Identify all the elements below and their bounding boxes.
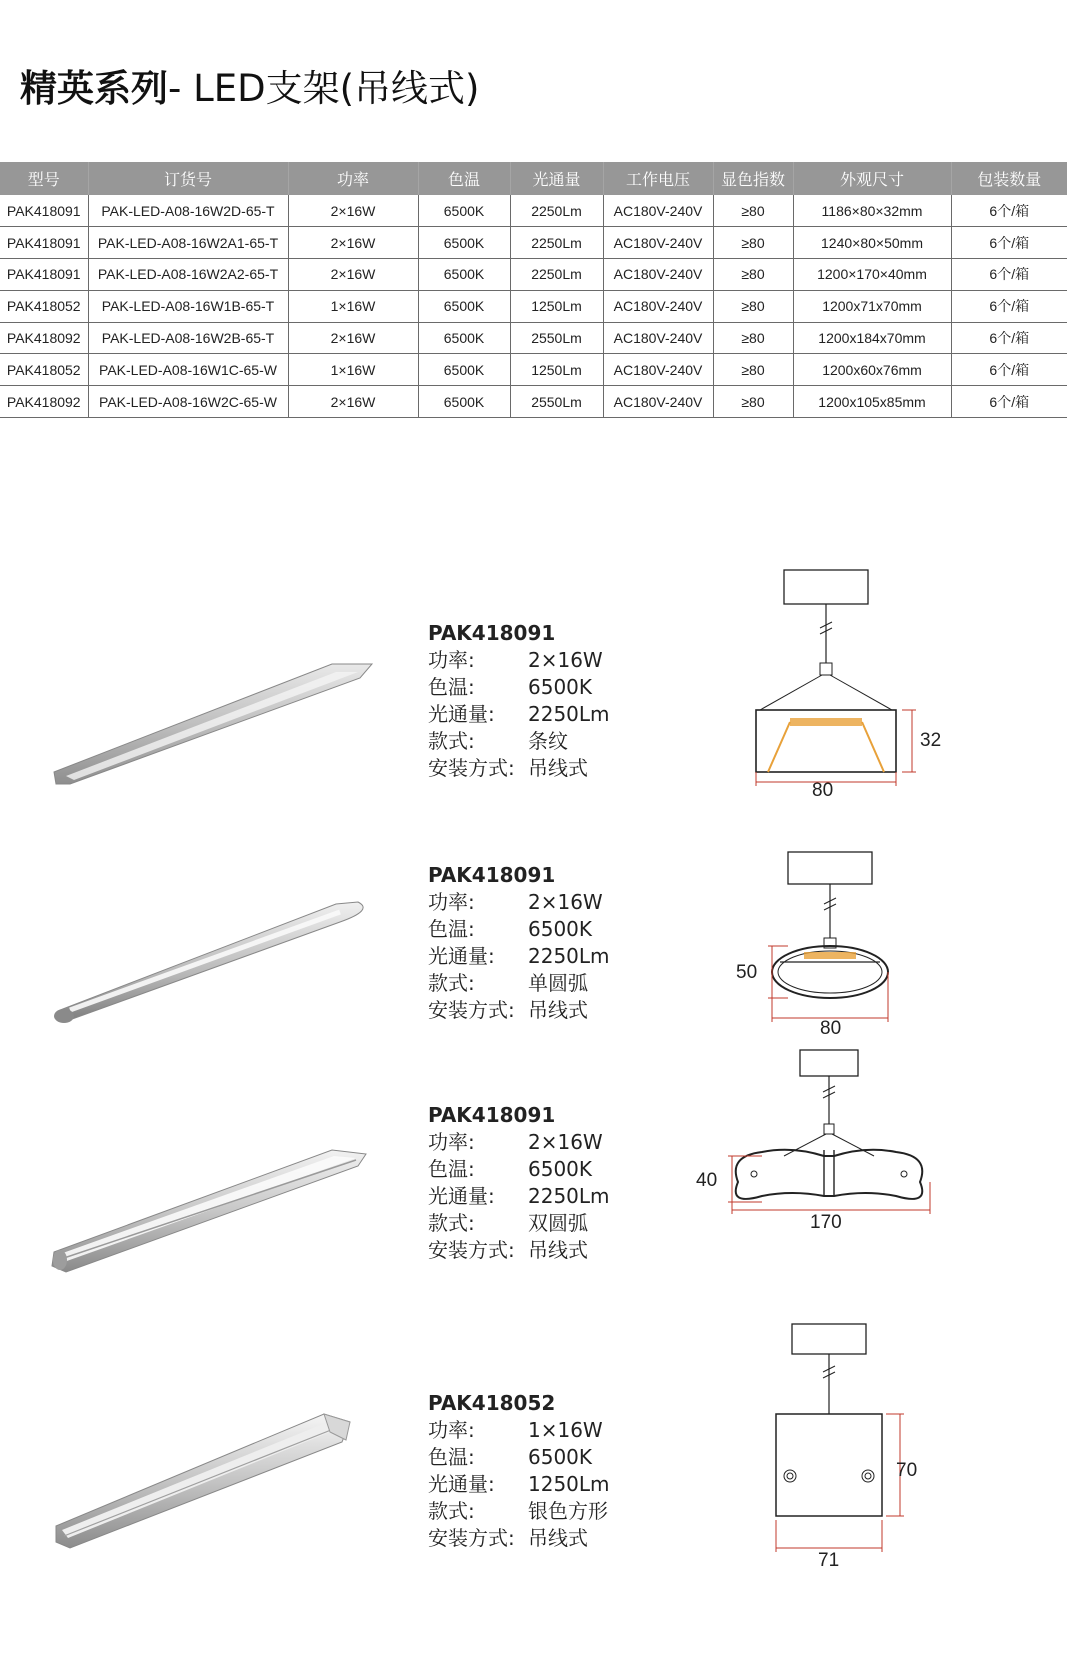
cell-package-qty: 6个/箱: [951, 354, 1067, 386]
cell-model: PAK418092: [0, 322, 88, 354]
cell-order-no: PAK-LED-A08-16W1C-65-W: [88, 354, 288, 386]
spec-value: 吊线式: [528, 998, 588, 1022]
col-header-dimensions: 外观尺寸: [793, 162, 951, 195]
spec-label: 安装方式:: [428, 1526, 515, 1550]
spec-color-temp: [428, 1156, 610, 1183]
cell-dimensions: 1200x184x70mm: [793, 322, 951, 354]
table-row: [0, 354, 1067, 386]
spec-installation: [428, 1525, 610, 1552]
cross-section-drawing: [740, 560, 950, 800]
dim-height: 32: [920, 730, 942, 751]
cell-model: PAK418092: [0, 386, 88, 418]
cell-order-no: PAK-LED-A08-16W2C-65-W: [88, 386, 288, 418]
col-header-model: 型号: [0, 162, 88, 195]
spec-value: 吊线式: [528, 756, 588, 780]
cell-voltage: AC180V-240V: [603, 227, 713, 259]
cell-luminous-flux: 2250Lm: [510, 259, 603, 291]
cell-order-no: PAK-LED-A08-16W1B-65-T: [88, 290, 288, 322]
spec-value: 吊线式: [528, 1238, 588, 1262]
spec-power: [428, 647, 610, 674]
cell-color-temp: 6500K: [418, 386, 510, 418]
dim-height: 50: [736, 962, 758, 983]
spec-label: 色温:: [428, 1157, 475, 1181]
col-header-luminous-flux: 光通量: [510, 162, 603, 195]
table-header-row: [0, 162, 1067, 195]
cell-voltage: AC180V-240V: [603, 322, 713, 354]
cell-cri: ≥80: [713, 195, 793, 227]
page-title-product: - LED支架(吊线式): [168, 67, 480, 110]
spec-label: 光通量:: [428, 1184, 495, 1208]
spec-value: 6500K: [528, 1445, 593, 1469]
spec-label: 款式:: [428, 971, 475, 995]
product-model: PAK418091: [428, 863, 556, 887]
spec-value: 2×16W: [528, 890, 603, 914]
cell-order-no: PAK-LED-A08-16W2A1-65-T: [88, 227, 288, 259]
table-row: [0, 290, 1067, 322]
spec-value: 1250Lm: [528, 1472, 610, 1496]
spec-color-temp: [428, 674, 610, 701]
cell-power: 2×16W: [288, 386, 418, 418]
product-model: PAK418091: [428, 1103, 556, 1127]
spec-style: [428, 728, 610, 755]
cell-power: 1×16W: [288, 354, 418, 386]
cell-dimensions: 1200x60x76mm: [793, 354, 951, 386]
cell-model: PAK418091: [0, 227, 88, 259]
spec-luminous-flux: [428, 1471, 610, 1498]
spec-table: [0, 162, 1067, 418]
spec-value: 2250Lm: [528, 702, 610, 726]
spec-power: [428, 1417, 610, 1444]
dim-width: 71: [818, 1550, 840, 1570]
cell-power: 2×16W: [288, 322, 418, 354]
cell-package-qty: 6个/箱: [951, 322, 1067, 354]
cell-model: PAK418091: [0, 195, 88, 227]
table-row: [0, 227, 1067, 259]
product-specs: [428, 620, 610, 782]
cell-package-qty: 6个/箱: [951, 290, 1067, 322]
spec-label: 款式:: [428, 1211, 475, 1235]
cell-luminous-flux: 2250Lm: [510, 195, 603, 227]
spec-value: 2×16W: [528, 648, 603, 672]
product-specs: [428, 1390, 610, 1552]
page-title: [20, 58, 479, 112]
cell-voltage: AC180V-240V: [603, 386, 713, 418]
spec-value: 银色方形: [528, 1499, 608, 1523]
spec-luminous-flux: [428, 701, 610, 728]
product-specs: [428, 1102, 610, 1264]
cell-package-qty: 6个/箱: [951, 227, 1067, 259]
product-card: [0, 1326, 1067, 1570]
cell-order-no: PAK-LED-A08-16W2B-65-T: [88, 322, 288, 354]
col-header-order-no: 订货号: [88, 162, 288, 195]
cell-dimensions: 1240×80×50mm: [793, 227, 951, 259]
spec-label: 安装方式:: [428, 998, 515, 1022]
spec-installation: [428, 1237, 610, 1264]
cell-luminous-flux: 2550Lm: [510, 322, 603, 354]
spec-power: [428, 889, 610, 916]
cell-color-temp: 6500K: [418, 227, 510, 259]
spec-style: [428, 1210, 610, 1237]
spec-value: 2×16W: [528, 1130, 603, 1154]
spec-luminous-flux: [428, 943, 610, 970]
spec-color-temp: [428, 916, 610, 943]
cell-power: 2×16W: [288, 195, 418, 227]
cell-color-temp: 6500K: [418, 290, 510, 322]
lamp-silver-square-image: [40, 1412, 380, 1552]
col-header-power: 功率: [288, 162, 418, 195]
cell-package-qty: 6个/箱: [951, 386, 1067, 418]
col-header-color-temp: 色温: [418, 162, 510, 195]
product-model: PAK418091: [428, 621, 556, 645]
table-row: [0, 322, 1067, 354]
cross-section-drawing: [762, 1320, 932, 1570]
cell-cri: ≥80: [713, 354, 793, 386]
table-row: [0, 259, 1067, 291]
spec-value: 2250Lm: [528, 1184, 610, 1208]
cell-color-temp: 6500K: [418, 195, 510, 227]
spec-value: 6500K: [528, 1157, 593, 1181]
spec-luminous-flux: [428, 1183, 610, 1210]
dim-height: 70: [896, 1460, 918, 1481]
product-specs: [428, 862, 610, 1024]
spec-style: [428, 1498, 610, 1525]
dim-width: 80: [820, 1018, 842, 1036]
spec-value: 吊线式: [528, 1526, 588, 1550]
cell-color-temp: 6500K: [418, 259, 510, 291]
product-card: [0, 560, 1067, 800]
table-row: [0, 195, 1067, 227]
cell-package-qty: 6个/箱: [951, 195, 1067, 227]
cell-cri: ≥80: [713, 322, 793, 354]
spec-style: [428, 970, 610, 997]
cell-voltage: AC180V-240V: [603, 259, 713, 291]
cell-dimensions: 1200x71x70mm: [793, 290, 951, 322]
col-header-voltage: 工作电压: [603, 162, 713, 195]
cross-section-drawing: [692, 1046, 942, 1246]
spec-value: 1×16W: [528, 1418, 603, 1442]
spec-label: 安装方式:: [428, 1238, 515, 1262]
cell-cri: ≥80: [713, 227, 793, 259]
spec-label: 色温:: [428, 1445, 475, 1469]
cell-dimensions: 1186×80×32mm: [793, 195, 951, 227]
cell-order-no: PAK-LED-A08-16W2A2-65-T: [88, 259, 288, 291]
spec-value: 6500K: [528, 675, 593, 699]
spec-value: 6500K: [528, 917, 593, 941]
spec-value: 双圆弧: [528, 1211, 588, 1235]
cell-voltage: AC180V-240V: [603, 195, 713, 227]
cell-luminous-flux: 2550Lm: [510, 386, 603, 418]
spec-installation: [428, 755, 610, 782]
spec-label: 款式:: [428, 1499, 475, 1523]
col-header-cri: 显色指数: [713, 162, 793, 195]
cell-model: PAK418052: [0, 354, 88, 386]
spec-value: 单圆弧: [528, 971, 588, 995]
product-card: [0, 802, 1067, 1042]
spec-label: 款式:: [428, 729, 475, 753]
spec-power: [428, 1129, 610, 1156]
cell-cri: ≥80: [713, 386, 793, 418]
spec-value: 条纹: [528, 729, 568, 753]
cell-power: 2×16W: [288, 259, 418, 291]
spec-label: 光通量:: [428, 944, 495, 968]
lamp-single-arc-image: [40, 898, 380, 1028]
cell-voltage: AC180V-240V: [603, 354, 713, 386]
spec-label: 色温:: [428, 675, 475, 699]
cell-color-temp: 6500K: [418, 354, 510, 386]
cell-power: 2×16W: [288, 227, 418, 259]
spec-installation: [428, 997, 610, 1024]
cell-voltage: AC180V-240V: [603, 290, 713, 322]
spec-label: 功率:: [428, 1418, 475, 1442]
product-card: [0, 1042, 1067, 1282]
dim-width: 80: [812, 780, 834, 800]
spec-value: 2250Lm: [528, 944, 610, 968]
table-row: [0, 386, 1067, 418]
page-title-series: 精英系列: [20, 67, 168, 110]
cross-section-drawing: [730, 846, 940, 1036]
spec-label: 色温:: [428, 917, 475, 941]
col-header-package-qty: 包装数量: [951, 162, 1067, 195]
spec-label: 功率:: [428, 1130, 475, 1154]
dim-width: 170: [810, 1212, 842, 1233]
cell-luminous-flux: 2250Lm: [510, 227, 603, 259]
product-model: PAK418052: [428, 1391, 556, 1415]
cell-model: PAK418052: [0, 290, 88, 322]
spec-label: 安装方式:: [428, 756, 515, 780]
spec-color-temp: [428, 1444, 610, 1471]
cell-luminous-flux: 1250Lm: [510, 290, 603, 322]
cell-dimensions: 1200×170×40mm: [793, 259, 951, 291]
spec-label: 光通量:: [428, 702, 495, 726]
cell-package-qty: 6个/箱: [951, 259, 1067, 291]
cell-color-temp: 6500K: [418, 322, 510, 354]
cell-cri: ≥80: [713, 290, 793, 322]
cell-cri: ≥80: [713, 259, 793, 291]
cell-dimensions: 1200x105x85mm: [793, 386, 951, 418]
dim-height: 40: [696, 1170, 718, 1191]
lamp-striped-image: [40, 660, 380, 790]
cell-order-no: PAK-LED-A08-16W2D-65-T: [88, 195, 288, 227]
spec-label: 功率:: [428, 890, 475, 914]
lamp-double-arc-image: [40, 1148, 380, 1278]
cell-luminous-flux: 1250Lm: [510, 354, 603, 386]
spec-label: 功率:: [428, 648, 475, 672]
cell-power: 1×16W: [288, 290, 418, 322]
spec-label: 光通量:: [428, 1472, 495, 1496]
cell-model: PAK418091: [0, 259, 88, 291]
